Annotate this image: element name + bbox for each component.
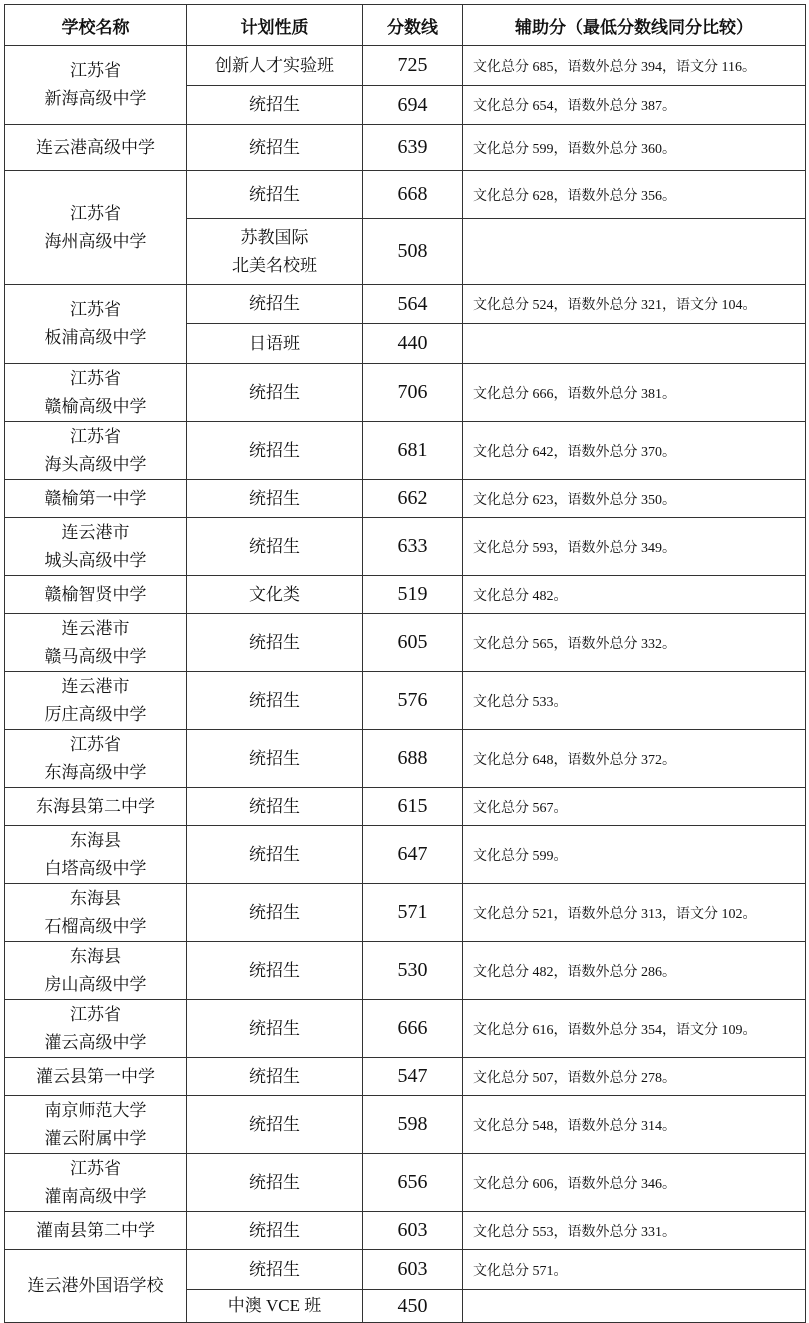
table-row [5,422,806,480]
header-aux: 辅助分（最低分数线同分比较） [463,5,806,46]
line: 统招生 [249,536,300,556]
school-name-cell [5,884,187,942]
school-name-cell [5,730,187,788]
plan-type-cell [187,364,363,422]
aux-score-cell: 文化总分 482。 [463,576,806,614]
plan-type-cell [187,480,363,518]
plan-type-cell [187,285,363,324]
line: 板浦高级中学 [44,328,147,347]
line: 统招生 [249,1114,300,1134]
table-row [5,576,806,614]
line: 江苏省 [70,1158,121,1178]
score-cell: 450 [363,1290,463,1323]
plan-type-cell [187,730,363,788]
aux-score-cell: 文化总分 593，语数外总分 349。 [463,518,806,576]
line: 江苏省 [70,300,121,319]
aux-score-cell: 文化总分 606，语数外总分 346。 [463,1154,806,1212]
table-row [5,1154,806,1212]
header-school: 学校名称 [5,5,187,46]
score-cell: 508 [363,219,463,285]
school-name-cell [5,1212,187,1250]
line: 灌云附属中学 [44,1128,147,1148]
table-row [5,1212,806,1250]
score-cell: 639 [363,125,463,171]
line: 东海高级中学 [44,762,147,782]
table-row [5,125,806,171]
line: 灌云高级中学 [44,1032,147,1052]
aux-score-cell: 文化总分 642，语数外总分 370。 [463,422,806,480]
school-name-cell [5,46,187,125]
aux-score-cell: 文化总分 482，语数外总分 286。 [463,942,806,1000]
aux-score-cell: 文化总分 616，语数外总分 354，语文分 109。 [463,1000,806,1058]
school-name-cell [5,1096,187,1154]
table-row [5,1096,806,1154]
line: 房山高级中学 [44,974,147,994]
plan-type-cell [187,826,363,884]
school-name-cell [5,285,187,364]
line: 统招生 [249,1220,300,1240]
aux-score-cell [463,324,806,364]
line: 创新人才实验班 [215,55,334,75]
score-cell: 666 [363,1000,463,1058]
school-name-cell [5,364,187,422]
line: 江苏省 [70,734,121,754]
aux-score-cell: 文化总分 507，语数外总分 278。 [463,1058,806,1096]
aux-score-cell: 文化总分 521，语数外总分 313，语文分 102。 [463,884,806,942]
score-cell: 564 [363,285,463,324]
line: 江苏省 [70,61,121,80]
line: 统招生 [249,748,300,768]
score-cell: 706 [363,364,463,422]
score-cell: 633 [363,518,463,576]
aux-score-cell: 文化总分 533。 [463,672,806,730]
plan-type-cell [187,518,363,576]
line: 统招生 [249,137,300,157]
line: 海头高级中学 [44,454,147,474]
score-cell: 656 [363,1154,463,1212]
score-cell: 603 [363,1250,463,1290]
score-cell: 694 [363,86,463,125]
line: 赣榆第一中学 [44,488,147,508]
score-cell: 605 [363,614,463,672]
plan-type-cell [187,219,363,285]
plan-type-cell [187,46,363,86]
school-name-cell [5,942,187,1000]
aux-score-cell: 文化总分 666，语数外总分 381。 [463,364,806,422]
aux-score-cell: 文化总分 685，语数外总分 394，语文分 116。 [463,46,806,86]
line: 统招生 [249,488,300,508]
line: 东海县第二中学 [36,796,155,816]
plan-type-cell [187,1250,363,1290]
aux-score-cell: 文化总分 553，语数外总分 331。 [463,1212,806,1250]
aux-score-cell: 文化总分 599，语数外总分 360。 [463,125,806,171]
plan-type-cell [187,788,363,826]
plan-type-cell [187,324,363,364]
line: 统招生 [249,902,300,922]
line: 北美名校班 [232,255,317,275]
table-row [5,1000,806,1058]
school-name-cell [5,788,187,826]
line: 连云港外国语学校 [27,1276,164,1295]
plan-type-cell [187,422,363,480]
line: 统招生 [249,796,300,816]
aux-score-cell: 文化总分 548，语数外总分 314。 [463,1096,806,1154]
school-name-cell [5,1250,187,1323]
line: 灌南高级中学 [44,1186,147,1206]
line: 江苏省 [70,203,121,223]
line: 苏教国际 [240,227,309,247]
plan-type-cell [187,1212,363,1250]
plan-type-cell [187,672,363,730]
aux-score-cell [463,1290,806,1323]
plan-type-cell [187,614,363,672]
school-name-cell [5,1000,187,1058]
aux-score-cell: 文化总分 654，语数外总分 387。 [463,86,806,125]
table-row [5,614,806,672]
aux-score-cell [463,219,806,285]
line: 石榴高级中学 [44,916,147,936]
score-cell: 440 [363,324,463,364]
school-name-cell [5,125,187,171]
school-name-cell [5,480,187,518]
line: 东海县 [70,946,121,966]
line: 赣马高级中学 [44,646,147,666]
plan-type-cell [187,884,363,942]
score-cell: 688 [363,730,463,788]
plan-type-cell [187,1000,363,1058]
line: 统招生 [249,1066,300,1086]
line: 海州高级中学 [44,231,147,251]
line: 统招生 [249,690,300,710]
line: 日语班 [249,333,300,353]
school-name-cell [5,518,187,576]
line: 统招生 [249,382,300,402]
line: 东海县 [70,888,121,908]
line: 统招生 [249,844,300,864]
line: 东海县 [70,830,121,850]
school-name-cell [5,422,187,480]
aux-score-cell: 文化总分 567。 [463,788,806,826]
line: 文化类 [249,584,300,604]
line: 城头高级中学 [44,550,147,570]
school-name-cell [5,171,187,285]
table-row [5,285,806,324]
aux-score-cell: 文化总分 648，语数外总分 372。 [463,730,806,788]
aux-score-cell: 文化总分 599。 [463,826,806,884]
line: 中澳 VCE 班 [227,1296,322,1315]
score-cell: 647 [363,826,463,884]
header-row [5,5,806,46]
line: 统招生 [249,440,300,460]
table-row [5,672,806,730]
line: 新海高级中学 [44,89,147,108]
table-row [5,884,806,942]
plan-type-cell [187,1290,363,1323]
table-row [5,942,806,1000]
table-row [5,46,806,86]
table-row [5,480,806,518]
header-score: 分数线 [363,5,463,46]
line: 灌南县第二中学 [36,1220,155,1240]
school-name-cell [5,826,187,884]
school-name-cell [5,1154,187,1212]
score-cell: 681 [363,422,463,480]
line: 统招生 [249,632,300,652]
line: 南京师范大学 [44,1100,147,1120]
table-row [5,730,806,788]
score-cell: 598 [363,1096,463,1154]
line: 统招生 [249,1018,300,1038]
school-name-cell [5,672,187,730]
table-row [5,364,806,422]
line: 赣榆高级中学 [44,396,147,416]
score-cell: 615 [363,788,463,826]
line: 江苏省 [70,1004,121,1024]
score-cell: 519 [363,576,463,614]
aux-score-cell: 文化总分 565，语数外总分 332。 [463,614,806,672]
line: 统招生 [249,95,300,114]
school-name-cell [5,614,187,672]
header-plan: 计划性质 [187,5,363,46]
plan-type-cell [187,171,363,219]
aux-score-cell: 文化总分 571。 [463,1250,806,1290]
line: 统招生 [249,960,300,980]
table-row [5,171,806,219]
line: 赣榆智贤中学 [44,584,147,604]
table-row [5,518,806,576]
line: 白塔高级中学 [44,858,147,878]
line: 统招生 [249,184,300,204]
plan-type-cell [187,1154,363,1212]
line: 灌云县第一中学 [36,1066,155,1086]
table-row [5,1058,806,1096]
plan-type-cell [187,1096,363,1154]
plan-type-cell [187,576,363,614]
score-cell: 603 [363,1212,463,1250]
score-cell: 547 [363,1058,463,1096]
line: 连云港市 [61,522,130,542]
score-cell: 668 [363,171,463,219]
line: 统招生 [249,1172,300,1192]
line: 连云港高级中学 [36,137,155,157]
school-name-cell [5,1058,187,1096]
table-body [5,46,806,1323]
table-row [5,1250,806,1290]
score-cell: 576 [363,672,463,730]
line: 厉庄高级中学 [44,704,147,724]
plan-type-cell [187,125,363,171]
line: 连云港市 [61,618,130,638]
table-row [5,788,806,826]
line: 统招生 [249,1259,300,1279]
score-table [4,4,806,1323]
table-row [5,826,806,884]
plan-type-cell [187,1058,363,1096]
line: 连云港市 [61,676,130,696]
score-cell: 530 [363,942,463,1000]
plan-type-cell [187,942,363,1000]
line: 江苏省 [70,368,121,388]
line: 江苏省 [70,426,121,446]
aux-score-cell: 文化总分 628，语数外总分 356。 [463,171,806,219]
aux-score-cell: 文化总分 524，语数外总分 321，语文分 104。 [463,285,806,324]
line: 统招生 [249,294,300,313]
plan-type-cell [187,86,363,125]
aux-score-cell: 文化总分 623，语数外总分 350。 [463,480,806,518]
score-cell: 571 [363,884,463,942]
school-name-cell [5,576,187,614]
score-cell: 662 [363,480,463,518]
score-cell: 725 [363,46,463,86]
